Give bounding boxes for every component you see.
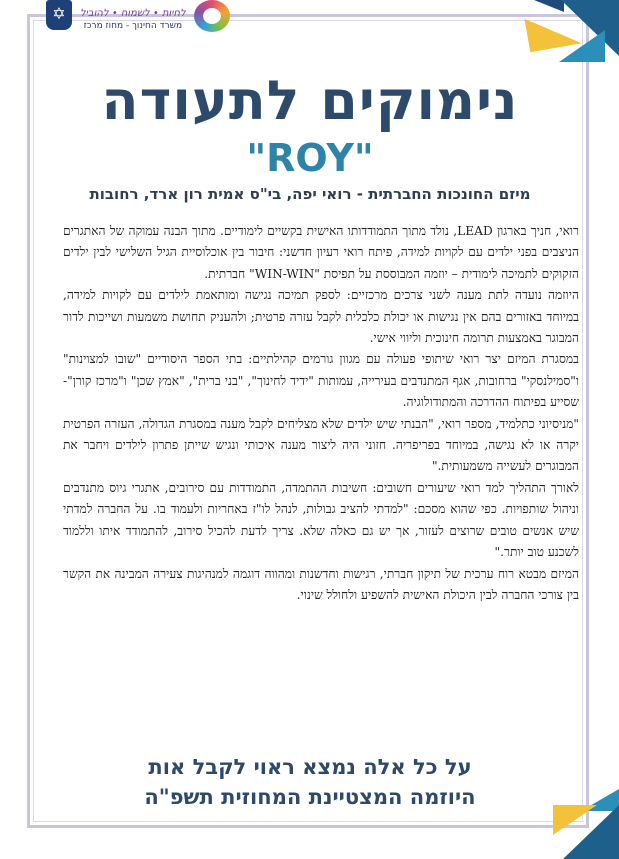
ministry-logo-text <box>80 0 186 32</box>
origami-bird-icon <box>534 0 564 12</box>
paragraph: היוזמה נועדה לתת מענה לשני צרכים מרכזיים: לספק תמיכה נגישה ומותאמת לילדים עם לקויות למידה, במיוחד באזורים בהם אין נגישות או יכולת כלכלית לקבל עזרה פרטית; ולהעניק תחושת משמעות ושייכות לדור המבוגר באמצעות תרומה חינוכית וליווי אישי. <box>63 288 579 346</box>
closing-line-2: היוזמה המצטיינת המחוזית תשפ"ה <box>144 785 476 809</box>
closing-statement <box>60 752 560 812</box>
ministry-line: משרד החינוך - מחוז מרכז <box>83 20 183 31</box>
paragraph: לאורך התהליך למד רואי שיעורים חשובים: חשיבות ההתמדה, התמודדות עם סירובים, אתגרי גיוס מתנדבים וניהול שותפויות. כפי שהוא מסכם: "למדתי להציב גבולות, לנהל לו"ז באחריות ולעמוד בו. על החברה למדתי שיש אנשים טובים שרוצים לעזור, אך יש גם כאלה שלא. צריך לדעת להכיל סירוב, להתמודד איתו וללמוד לשכנע טוב יותר." <box>63 480 579 560</box>
paragraph: המיזם מבטא רוח ערכית של תיקון חברתי, רגישות וחדשנות ומהווה דוגמה למנהיגות צעירה המבינה את הקשר בין צורכי החברה לבין היכולת האישית להשפיע ולחולל שינוי. <box>63 566 579 602</box>
state-emblem-icon: ✡ <box>46 0 72 30</box>
body-text <box>63 221 579 606</box>
paragraph: במסגרת המיזם יצר רואי שיתופי פעולה עם מגוון גורמים קהילתיים: בתי הספר היסודיים "שובו למצוינות" ו"סמילנסקי" ברחובות, אגף המתנדבים בעירייה, עמותות "ידיד לחינוך", "בני ברית", "אמץ שכן" ו"מרכז קורן"- שסייע בפיתוח ההדרכה והמתודולוגיה. <box>63 352 579 410</box>
spiral-logo-icon <box>194 0 230 32</box>
header-logos <box>46 0 230 32</box>
brand-line: לחיות • לשמוח • להוביל <box>80 8 186 19</box>
project-name: "ROY" <box>246 136 374 180</box>
paragraph: רואי, חניך בארגון LEAD, נולד מתוך התמודדותו האישית בקשיים לימודיים. מתוך הבנה עמוקה של האתגרים הניצבים בפני ילדים עם לקויות למידה, פיתח רואי רעיון חדשני: חיבור בין אוכלוסיית הגיל השלישי לבין ילדים הזקוקים לתמיכה לימודית – יוזמה המבוססת על תפיסת "WIN-WIN" חברתית. <box>63 224 579 281</box>
origami-bird-icon <box>559 30 605 62</box>
project-line: מיזם החונכות החברתית - רואי יפה, בי"ס אמית רון ארד, רחובות <box>89 185 531 203</box>
closing-line-1: על כל אלה נמצא ראוי לקבל אות <box>148 755 472 779</box>
paragraph: "מניסיוני כתלמיד, מספר רואי, "הבנתי שיש ילדים שלא מצליחים לקבל מענה במסגרת הגדולה, העזרה הפרטית יקרה או לא נגישה, במיוחד בפריפריה. חזוני היה ליצור מענה איכותי ונגיש שייתן פתרון לילדים ויחבר את המבוגרים לעשייה משמעותית." <box>63 416 579 474</box>
page-title: נימוקים לתעודה <box>101 69 519 132</box>
